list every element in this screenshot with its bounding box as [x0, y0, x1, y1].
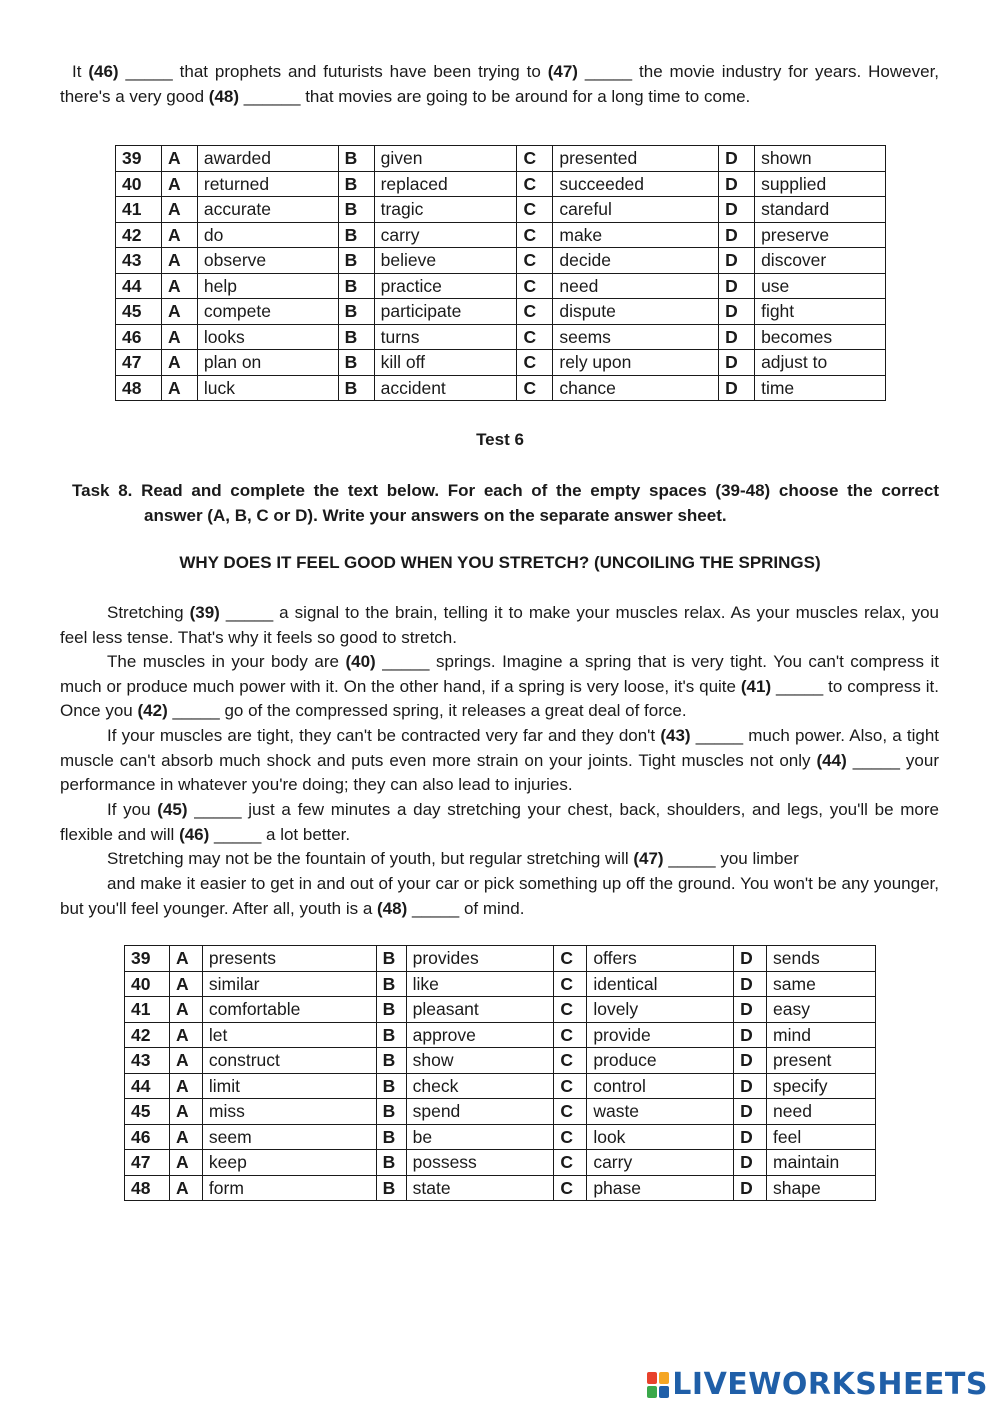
option-text-d: present: [767, 1048, 876, 1074]
option-text-a: similar: [202, 971, 376, 997]
option-text-a: compete: [197, 299, 338, 325]
option-text-c: need: [553, 273, 719, 299]
option-letter-d: D: [734, 1048, 767, 1074]
option-row: [116, 222, 886, 248]
option-letter-c: C: [517, 222, 553, 248]
option-letter-d: D: [734, 1073, 767, 1099]
option-letter-a: A: [161, 248, 197, 274]
option-row: [116, 350, 886, 376]
option-letter-c: C: [517, 324, 553, 350]
option-letter-b: B: [376, 946, 406, 972]
option-letter-b: B: [338, 350, 374, 376]
option-letter-b: B: [376, 1022, 406, 1048]
option-letter-a: A: [161, 273, 197, 299]
option-letter-a: A: [161, 299, 197, 325]
option-letter-c: C: [517, 197, 553, 223]
option-text-b: participate: [374, 299, 517, 325]
option-letter-d: D: [734, 1150, 767, 1176]
option-text-d: easy: [767, 997, 876, 1023]
option-letter-b: B: [376, 1073, 406, 1099]
option-text-d: mind: [767, 1022, 876, 1048]
question-number: 46: [125, 1124, 170, 1150]
option-letter-a: A: [169, 1022, 202, 1048]
option-letter-a: A: [169, 997, 202, 1023]
option-row: [125, 1124, 876, 1150]
option-letter-d: D: [719, 273, 755, 299]
option-text-d: specify: [767, 1073, 876, 1099]
option-letter-a: A: [161, 146, 197, 172]
option-text-c: phase: [587, 1175, 734, 1201]
question-number: 48: [125, 1175, 170, 1201]
option-letter-b: B: [376, 997, 406, 1023]
option-letter-c: C: [517, 146, 553, 172]
option-letter-c: C: [554, 1073, 587, 1099]
option-text-b: provides: [406, 946, 554, 972]
option-text-d: time: [755, 375, 886, 401]
option-text-d: sends: [767, 946, 876, 972]
option-text-b: practice: [374, 273, 517, 299]
option-letter-c: C: [554, 997, 587, 1023]
option-text-b: believe: [374, 248, 517, 274]
option-text-c: provide: [587, 1022, 734, 1048]
option-text-a: construct: [202, 1048, 376, 1074]
option-letter-c: C: [554, 1022, 587, 1048]
question-number: 39: [116, 146, 162, 172]
option-row: [116, 146, 886, 172]
option-text-d: becomes: [755, 324, 886, 350]
option-text-c: chance: [553, 375, 719, 401]
option-text-d: need: [767, 1099, 876, 1125]
option-letter-c: C: [554, 1099, 587, 1125]
option-text-b: pleasant: [406, 997, 554, 1023]
option-letter-d: D: [734, 946, 767, 972]
option-text-c: seems: [553, 324, 719, 350]
option-text-a: let: [202, 1022, 376, 1048]
passage-paragraph-6: and make it easier to get in and out of your car or pick something up off the ground. You won't be any younger, but you'll feel younger. After all, youth is a (48) _____ of mind.: [60, 874, 939, 918]
option-row: [116, 171, 886, 197]
option-letter-d: D: [719, 350, 755, 376]
answer-options-table-1: [115, 145, 886, 401]
option-letter-a: A: [161, 350, 197, 376]
option-letter-c: C: [517, 273, 553, 299]
option-letter-c: C: [517, 350, 553, 376]
option-letter-c: C: [554, 1175, 587, 1201]
option-letter-d: D: [719, 324, 755, 350]
option-letter-b: B: [376, 1150, 406, 1176]
question-number: 47: [125, 1150, 170, 1176]
option-text-b: approve: [406, 1022, 554, 1048]
option-letter-b: B: [338, 248, 374, 274]
option-row: [116, 299, 886, 325]
question-number: 46: [116, 324, 162, 350]
option-text-d: use: [755, 273, 886, 299]
option-text-a: plan on: [197, 350, 338, 376]
task-line-2: answer (A, B, C or D). Write your answers on the separate answer sheet.: [144, 505, 727, 525]
option-text-c: succeeded: [553, 171, 719, 197]
option-letter-a: A: [161, 375, 197, 401]
option-letter-c: C: [554, 946, 587, 972]
option-text-c: careful: [553, 197, 719, 223]
option-letter-c: C: [554, 1124, 587, 1150]
option-text-d: shown: [755, 146, 886, 172]
option-text-b: tragic: [374, 197, 517, 223]
option-text-d: preserve: [755, 222, 886, 248]
option-text-c: carry: [587, 1150, 734, 1176]
option-text-a: luck: [197, 375, 338, 401]
option-letter-a: A: [161, 222, 197, 248]
option-text-c: look: [587, 1124, 734, 1150]
option-letter-a: A: [169, 1073, 202, 1099]
option-text-c: rely upon: [553, 350, 719, 376]
option-letter-b: B: [376, 1124, 406, 1150]
option-letter-d: D: [719, 299, 755, 325]
option-text-c: offers: [587, 946, 734, 972]
option-text-a: looks: [197, 324, 338, 350]
option-letter-a: A: [169, 1150, 202, 1176]
question-number: 45: [116, 299, 162, 325]
option-text-d: feel: [767, 1124, 876, 1150]
option-text-a: miss: [202, 1099, 376, 1125]
option-letter-a: A: [169, 1175, 202, 1201]
option-row: [116, 375, 886, 401]
option-letter-b: B: [338, 222, 374, 248]
option-letter-a: A: [161, 324, 197, 350]
option-text-d: fight: [755, 299, 886, 325]
option-letter-b: B: [338, 273, 374, 299]
option-text-a: comfortable: [202, 997, 376, 1023]
passage-paragraph-3: If your muscles are tight, they can't be contracted very far and they don't (43) _____ much power. Also, a tight muscle can't absorb much shock and puts even more strain on your joints. Tight muscles not only (44) _____ your performance in whatever you're doing; they can also lead to injuries.: [60, 726, 940, 794]
option-letter-c: C: [517, 375, 553, 401]
option-text-a: returned: [197, 171, 338, 197]
option-text-c: lovely: [587, 997, 734, 1023]
option-text-b: turns: [374, 324, 517, 350]
task-instructions: [72, 479, 939, 528]
option-row: [125, 1073, 876, 1099]
question-number: 41: [125, 997, 170, 1023]
option-letter-b: B: [376, 971, 406, 997]
option-letter-d: D: [719, 171, 755, 197]
option-row: [125, 946, 876, 972]
liveworksheets-logo: [647, 1367, 988, 1402]
option-letter-d: D: [734, 997, 767, 1023]
option-letter-d: D: [734, 1099, 767, 1125]
option-text-d: standard: [755, 197, 886, 223]
option-letter-b: B: [376, 1099, 406, 1125]
option-text-b: state: [406, 1175, 554, 1201]
option-letter-b: B: [338, 324, 374, 350]
question-number: 44: [125, 1073, 170, 1099]
option-row: [125, 1175, 876, 1201]
option-letter-b: B: [376, 1048, 406, 1074]
option-text-c: waste: [587, 1099, 734, 1125]
option-text-b: replaced: [374, 171, 517, 197]
question-number: 39: [125, 946, 170, 972]
option-letter-a: A: [161, 171, 197, 197]
option-text-c: decide: [553, 248, 719, 274]
option-text-a: seem: [202, 1124, 376, 1150]
question-number: 43: [116, 248, 162, 274]
option-letter-d: D: [719, 146, 755, 172]
option-text-d: discover: [755, 248, 886, 274]
option-text-c: produce: [587, 1048, 734, 1074]
option-letter-c: C: [517, 171, 553, 197]
question-number: 40: [116, 171, 162, 197]
option-letter-a: A: [169, 1099, 202, 1125]
option-letter-d: D: [719, 248, 755, 274]
question-number: 43: [125, 1048, 170, 1074]
option-letter-d: D: [734, 971, 767, 997]
option-text-c: dispute: [553, 299, 719, 325]
option-text-b: carry: [374, 222, 517, 248]
passage-paragraph-5: Stretching may not be the fountain of youth, but regular stretching will (47) _____ you limber: [107, 849, 799, 868]
option-letter-c: C: [554, 971, 587, 997]
passage-title: WHY DOES IT FEEL GOOD WHEN YOU STRETCH? (UNCOILING THE SPRINGS): [179, 553, 821, 572]
liveworksheets-logo-icon: [647, 1372, 669, 1398]
question-number: 47: [116, 350, 162, 376]
question-number: 48: [116, 375, 162, 401]
question-number: 40: [125, 971, 170, 997]
option-letter-d: D: [719, 197, 755, 223]
option-letter-d: D: [734, 1175, 767, 1201]
liveworksheets-logo-text: LIVEWORKSHEETS: [672, 1367, 988, 1402]
option-letter-d: D: [734, 1124, 767, 1150]
option-letter-d: D: [719, 222, 755, 248]
option-letter-b: B: [338, 146, 374, 172]
option-text-a: form: [202, 1175, 376, 1201]
answer-options-table-2: [124, 945, 876, 1201]
option-letter-c: C: [554, 1150, 587, 1176]
option-row: [125, 1099, 876, 1125]
option-text-b: like: [406, 971, 554, 997]
option-row: [125, 971, 876, 997]
option-text-c: make: [553, 222, 719, 248]
option-letter-b: B: [338, 171, 374, 197]
option-text-d: same: [767, 971, 876, 997]
option-text-d: maintain: [767, 1150, 876, 1176]
option-row: [116, 197, 886, 223]
option-letter-a: A: [169, 946, 202, 972]
option-letter-a: A: [169, 1124, 202, 1150]
option-text-b: spend: [406, 1099, 554, 1125]
option-row: [116, 248, 886, 274]
option-text-a: limit: [202, 1073, 376, 1099]
option-letter-b: B: [376, 1175, 406, 1201]
question-number: 45: [125, 1099, 170, 1125]
option-row: [125, 1048, 876, 1074]
option-letter-a: A: [169, 971, 202, 997]
passage-paragraph-1: Stretching (39) _____ a signal to the brain, telling it to make your muscles relax. As your muscles relax, you feel less tense. That's why it feels so good to stretch.: [60, 603, 940, 647]
option-text-b: given: [374, 146, 517, 172]
test-title: Test 6: [476, 430, 524, 449]
option-row: [125, 1150, 876, 1176]
option-text-a: do: [197, 222, 338, 248]
option-letter-a: A: [169, 1048, 202, 1074]
option-text-b: be: [406, 1124, 554, 1150]
option-row: [125, 1022, 876, 1048]
option-text-b: possess: [406, 1150, 554, 1176]
option-letter-b: B: [338, 375, 374, 401]
question-number: 41: [116, 197, 162, 223]
option-row: [116, 324, 886, 350]
option-text-c: presented: [553, 146, 719, 172]
passage-paragraph-4: If you (45) _____ just a few minutes a day stretching your chest, back, shoulders, and legs, you'll be more flexible and will (46) _____ a lot better.: [60, 800, 939, 844]
option-text-b: accident: [374, 375, 517, 401]
option-letter-c: C: [517, 248, 553, 274]
option-letter-d: D: [734, 1022, 767, 1048]
intro-paragraph: It (46) _____ that prophets and futurists have been trying to (47) _____ the movie industry for years. However, there's a very good (48) ______ that movies are going to be around for a long time to come.: [60, 62, 940, 106]
option-text-c: identical: [587, 971, 734, 997]
option-text-a: observe: [197, 248, 338, 274]
option-letter-d: D: [719, 375, 755, 401]
question-number: 42: [125, 1022, 170, 1048]
task-line-1: Task 8. Read and complete the text below. For each of the empty spaces (39-48) choose the correct: [72, 481, 939, 500]
question-number: 42: [116, 222, 162, 248]
option-letter-c: C: [554, 1048, 587, 1074]
passage-paragraph-2: The muscles in your body are (40) _____ springs. Imagine a spring that is very tight. You can't compress it much or produce much power with it. On the other hand, if a spring is very loose, it's quite (41) _____ to compress it. Once you (42) _____ go of the compressed spring, it releases a great deal of force.: [60, 652, 940, 720]
option-letter-b: B: [338, 197, 374, 223]
question-number: 44: [116, 273, 162, 299]
option-text-a: awarded: [197, 146, 338, 172]
option-row: [116, 273, 886, 299]
option-letter-b: B: [338, 299, 374, 325]
option-row: [125, 997, 876, 1023]
option-text-b: check: [406, 1073, 554, 1099]
option-text-a: help: [197, 273, 338, 299]
option-text-d: adjust to: [755, 350, 886, 376]
option-text-b: show: [406, 1048, 554, 1074]
option-letter-a: A: [161, 197, 197, 223]
option-text-a: keep: [202, 1150, 376, 1176]
option-text-a: accurate: [197, 197, 338, 223]
option-text-b: kill off: [374, 350, 517, 376]
option-text-a: presents: [202, 946, 376, 972]
option-text-d: supplied: [755, 171, 886, 197]
option-letter-c: C: [517, 299, 553, 325]
option-text-d: shape: [767, 1175, 876, 1201]
option-text-c: control: [587, 1073, 734, 1099]
